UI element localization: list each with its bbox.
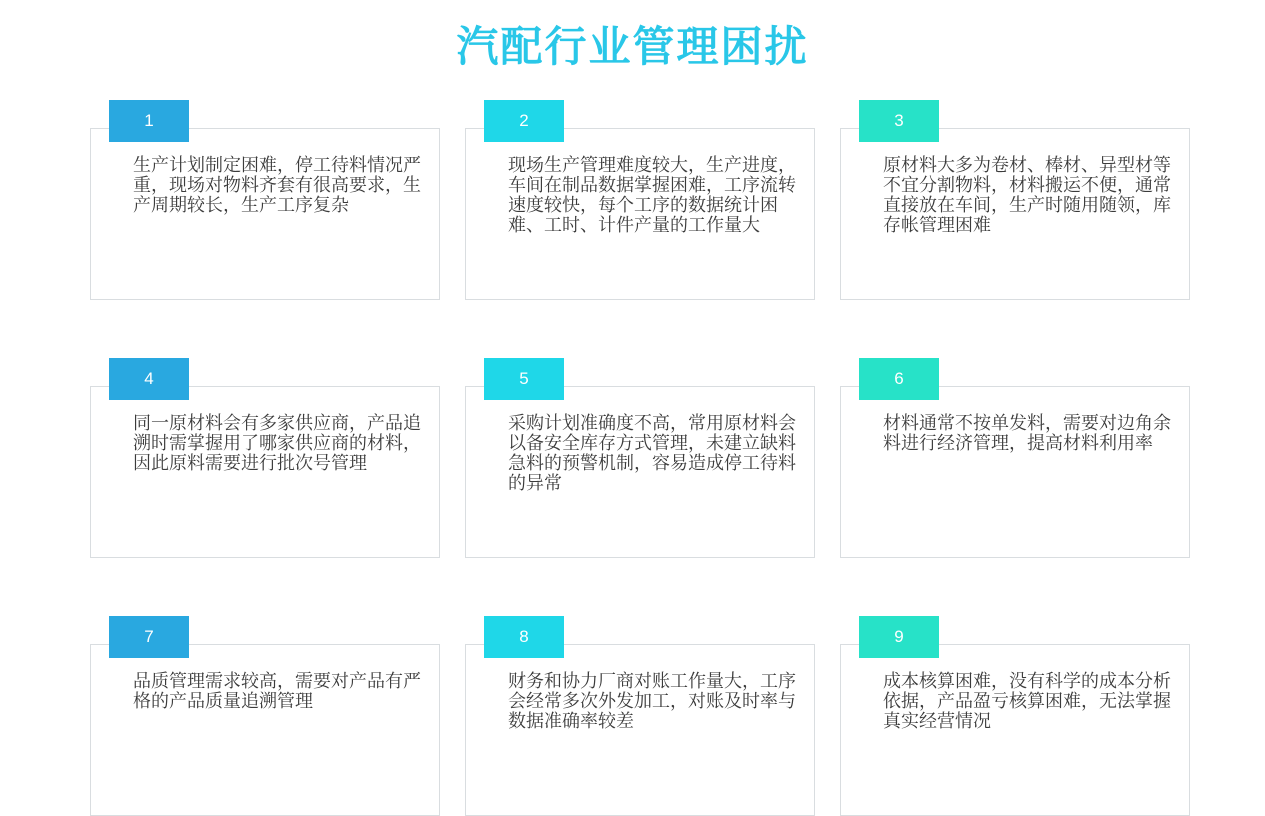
card-4 [90,369,440,558]
card-text-3: 原材料大多为卷材、棒材、异型材等不宜分割物料，材料搬运不便，通常直接放在车间，生产时随用随领，库存帐管理困难 [883,155,1171,235]
card-6 [840,369,1190,558]
card-9 [840,627,1190,816]
card-3 [840,111,1190,300]
card-number-6: 6 [894,369,904,388]
cards-grid [90,111,1190,816]
card-number-3: 3 [894,111,904,130]
card-number-badge-8 [484,616,564,658]
card-text-9: 成本核算困难，没有科学的成本分析依据，产品盈亏核算困难，无法掌握真实经营情况 [883,671,1171,731]
card-number-badge-7 [109,616,189,658]
card-5 [465,369,815,558]
card-2 [465,111,815,300]
card-number-2: 2 [519,111,529,130]
card-number-badge-2 [484,100,564,142]
page-title: 汽配行业管理困扰 [456,23,809,70]
card-text-6: 材料通常不按单发料，需要对边角余料进行经济管理，提高材料利用率 [883,413,1171,453]
card-7 [90,627,440,816]
card-number-badge-9 [859,616,939,658]
card-number-7: 7 [144,627,154,646]
card-number-badge-3 [859,100,939,142]
card-number-badge-4 [109,358,189,400]
card-number-1: 1 [144,111,154,130]
card-number-8: 8 [519,627,529,646]
card-number-9: 9 [894,627,904,646]
card-number-4: 4 [144,369,154,388]
card-1 [90,111,440,300]
card-number-badge-1 [109,100,189,142]
card-number-badge-5 [484,358,564,400]
card-text-4: 同一原材料会有多家供应商，产品追溯时需掌握用了哪家供应商的材料，因此原料需要进行批次号管理 [133,413,421,473]
card-number-badge-6 [859,358,939,400]
card-number-5: 5 [519,369,529,388]
card-text-5: 采购计划准确度不高，常用原材料会以备安全库存方式管理，未建立缺料急料的预警机制，容易造成停工待料的异常 [508,413,796,493]
card-text-1: 生产计划制定困难，停工待料情况严重，现场对物料齐套有很高要求，生产周期较长，生产工序复杂 [133,155,421,215]
card-8 [465,627,815,816]
card-text-7: 品质管理需求较高，需要对产品有严格的产品质量追溯管理 [133,671,421,711]
card-text-2: 现场生产管理难度较大，生产进度，车间在制品数据掌握困难，工序流转速度较快，每个工序的数据统计困难、工时、计件产量的工作量大 [508,155,796,235]
card-text-8: 财务和协力厂商对账工作量大，工序会经常多次外发加工，对账及时率与数据准确率较差 [508,671,796,731]
